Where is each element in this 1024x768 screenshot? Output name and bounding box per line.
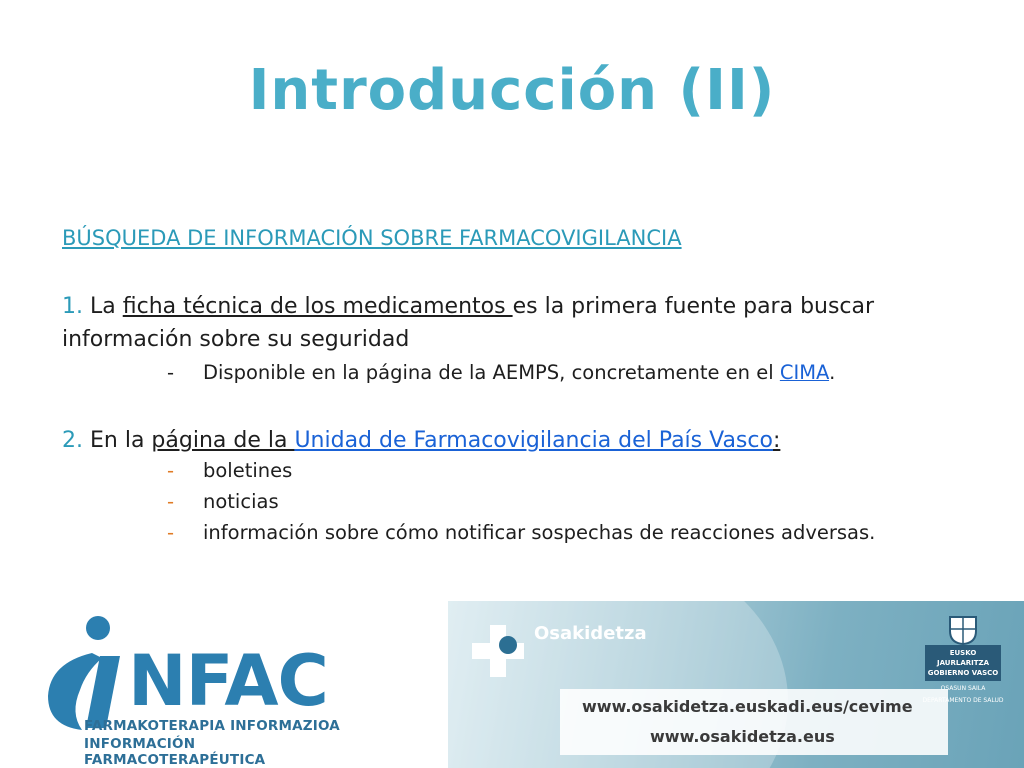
coat-of-arms-icon <box>946 611 980 645</box>
item-2-number: 2. <box>62 428 83 453</box>
dash-marker: - <box>167 459 175 482</box>
item-1-subline <box>167 361 835 384</box>
item-2-pre: En la <box>83 428 152 453</box>
farmacovigilancia-link[interactable]: Unidad de Farmacovigilancia del País Vasco <box>294 428 773 453</box>
infac-wordmark: NFAC <box>128 640 328 722</box>
dash-marker: - <box>167 490 175 513</box>
dash-marker: - <box>167 361 175 384</box>
infac-subtitle-eu: FARMAKOTERAPIA INFORMAZIOA <box>84 718 340 734</box>
item-1-sub-text: Disponible en la página de la AEMPS, concretamente en el <box>203 361 780 384</box>
bullet-text: información sobre cómo notificar sospechas de reacciones adversas. <box>203 521 876 544</box>
osakidetza-cross-icon <box>468 621 532 685</box>
item-1-paragraph <box>62 290 962 356</box>
infac-subtitle-es: INFORMACIÓN FARMACOTERAPÉUTICA <box>84 736 266 768</box>
item-1-post: es la primera fuente para buscar <box>512 294 875 319</box>
bullet-item <box>167 490 279 513</box>
cima-link[interactable]: CIMA <box>779 361 830 384</box>
bullet-text: boletines <box>203 459 293 482</box>
item-2-paragraph <box>62 424 962 457</box>
osakidetza-brand: Osakidetza <box>534 623 647 644</box>
infac-logo <box>40 608 380 768</box>
osakidetza-url[interactable]: www.osakidetza.eus <box>650 727 835 746</box>
item-1-sub-end: . <box>829 361 836 384</box>
gov-dept-eu: OSASUN SAILA <box>940 685 986 692</box>
bullet-item <box>167 521 875 544</box>
cevime-url[interactable]: www.osakidetza.euskadi.eus/cevime <box>582 697 913 716</box>
page-title: Introducción (II) <box>248 58 776 123</box>
section-heading: BÚSQUEDA DE INFORMACIÓN SOBRE FARMACOVIGILANCIA <box>62 226 682 250</box>
item-1-number: 1. <box>62 294 83 319</box>
osakidetza-banner <box>448 601 1024 768</box>
item-2-post: : <box>772 428 781 453</box>
gobierno-vasco-logo <box>918 609 1008 719</box>
gov-line-es: GOBIERNO VASCO <box>927 669 999 677</box>
item-1-line2: información sobre su seguridad <box>62 327 410 352</box>
bullet-text: noticias <box>203 490 279 513</box>
dash-marker: - <box>167 521 175 544</box>
gov-label <box>925 645 1001 681</box>
item-1-underlined: ficha técnica de los medicamentos <box>122 294 513 319</box>
gov-dept-es: DEPARTAMENTO DE SALUD <box>922 697 1004 704</box>
item-2-underlined: página de la <box>151 428 295 453</box>
url-box <box>560 689 948 755</box>
bullet-item <box>167 459 292 482</box>
gov-line-eu: EUSKO JAURLARITZA <box>936 649 990 667</box>
item-1-pre: La <box>83 294 123 319</box>
